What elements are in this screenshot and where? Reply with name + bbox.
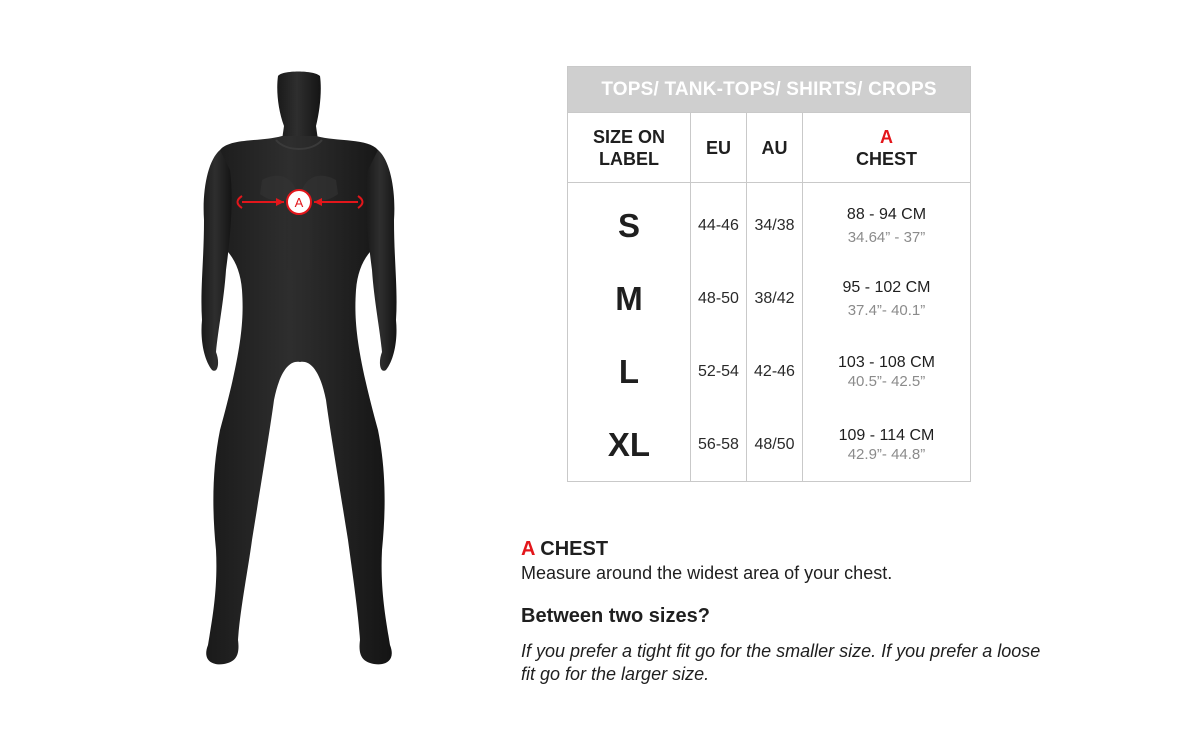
chest-inch-value: 40.5”- 42.5”	[847, 372, 926, 390]
mannequin-figure	[190, 70, 420, 675]
chest-note-label: CHEST	[540, 538, 609, 560]
table-title: TOPS/ TANK-TOPS/ SHIRTS/ CROPS	[568, 67, 971, 113]
au-value: 48/50	[754, 435, 795, 453]
size-cell	[568, 408, 691, 482]
chest-note-title	[521, 538, 1041, 561]
chest-cm-value: 88 - 94 CM	[846, 205, 927, 223]
au-value: 34/38	[754, 216, 795, 234]
header-au: AU	[747, 113, 803, 183]
au-value: 38/42	[754, 289, 795, 307]
chest-cell	[803, 335, 971, 408]
mannequin-illustration	[190, 70, 420, 675]
between-sizes-text: If you prefer a tight fit go for the smaller size. If you prefer a loose fit go for the larger size.	[521, 641, 1041, 684]
chest-cell	[803, 183, 971, 263]
eu-value: 56-58	[698, 435, 739, 453]
au-value: 42-46	[754, 362, 795, 380]
chest-cm-value: 95 - 102 CM	[842, 278, 931, 296]
header-chest	[803, 113, 971, 183]
au-cell	[747, 335, 803, 408]
chest-note-letter: A	[521, 538, 535, 560]
between-sizes-title: Between two sizes?	[521, 605, 710, 627]
chest-note-description: Measure around the widest area of your chest.	[521, 563, 893, 583]
eu-value: 44-46	[698, 216, 739, 234]
size-label: S	[617, 206, 640, 244]
table-row	[568, 262, 971, 335]
table-row	[568, 335, 971, 408]
size-label: M	[615, 279, 643, 317]
chest-cell	[803, 262, 971, 335]
eu-cell	[691, 183, 747, 263]
header-size-on-label: SIZE ON LABEL	[568, 113, 691, 183]
header-chest-label: CHEST	[855, 148, 917, 169]
chest-inch-value: 42.9”- 44.8”	[847, 445, 926, 463]
au-cell	[747, 183, 803, 263]
table-row	[568, 183, 971, 263]
size-cell	[568, 262, 691, 335]
size-cell	[568, 335, 691, 408]
chest-inch-value: 34.64” - 37”	[847, 228, 926, 246]
eu-value: 52-54	[698, 362, 739, 380]
eu-value: 48-50	[698, 289, 739, 307]
chest-cell	[803, 408, 971, 482]
chest-cm-value: 103 - 108 CM	[838, 353, 935, 371]
au-cell	[747, 262, 803, 335]
chest-cm-value: 109 - 114 CM	[838, 426, 935, 444]
chest-inch-value: 37.4”- 40.1”	[847, 301, 926, 319]
header-chest-letter: A	[880, 126, 893, 147]
size-label: L	[618, 352, 640, 390]
eu-cell	[691, 335, 747, 408]
size-label: XL	[607, 425, 651, 463]
chest-marker-label: A	[294, 195, 304, 210]
au-cell	[747, 408, 803, 482]
eu-cell	[691, 408, 747, 482]
header-eu: EU	[691, 113, 747, 183]
measurement-notes	[521, 538, 1041, 686]
eu-cell	[691, 262, 747, 335]
size-cell	[568, 183, 691, 263]
size-chart-table	[567, 66, 971, 482]
table-row	[568, 408, 971, 482]
